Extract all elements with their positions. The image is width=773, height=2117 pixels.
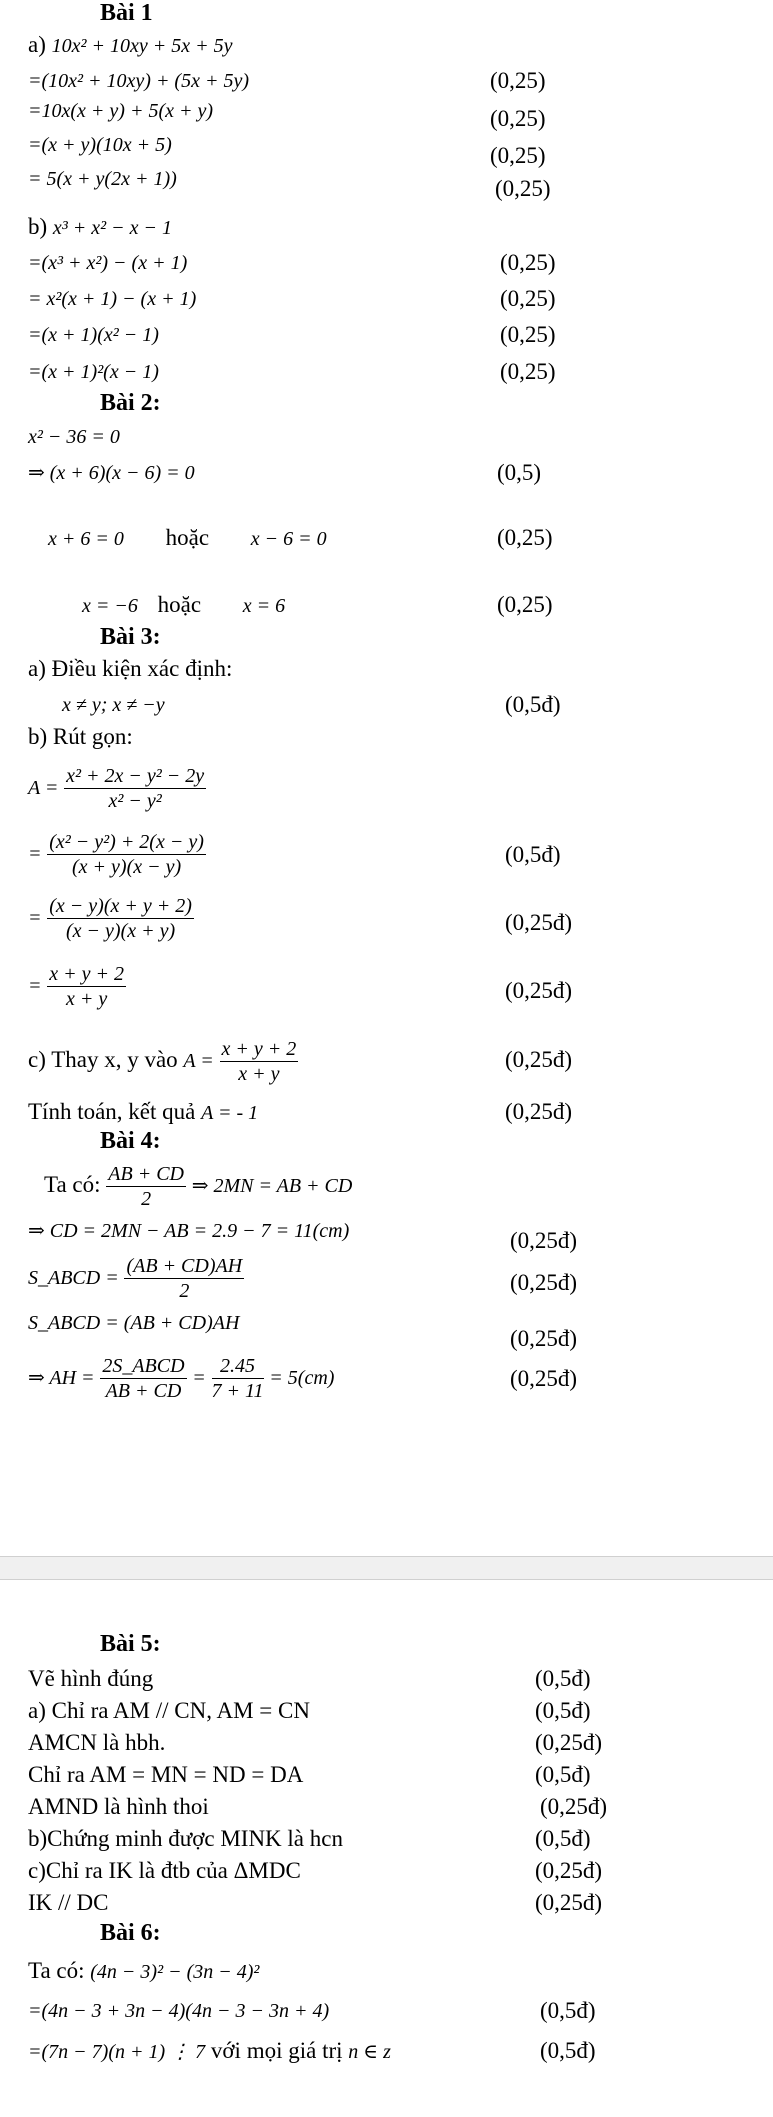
frac-1-den: x² − y²	[108, 790, 162, 813]
bai5-line-8: IK // DC	[28, 1890, 109, 1915]
bai1-a-step2: =10x(x + y) + 5(x + y)	[28, 100, 214, 122]
bai3-score-3: (0,25đ)	[505, 910, 573, 935]
bai1-score-6: (0,25)	[500, 286, 556, 311]
bai5-line-6: b)Chứng minh được MINK là hcn	[28, 1826, 343, 1851]
bai6-result: =(7n − 7)(n + 1) ⋮ 7	[28, 2041, 206, 2063]
bai3-fraction-4	[28, 960, 126, 1010]
bai4-line-5	[28, 1352, 334, 1402]
bai1-b-step1: =(x³ + x²) − (x + 1)	[28, 252, 188, 274]
bai3-A-eq: A =	[28, 777, 59, 799]
bai1-score-3: (0,25)	[490, 143, 546, 168]
bai3-a-condition: x ≠ y; x ≠ −y	[62, 694, 165, 716]
bai1-b-expr: x³ + x² − x − 1	[52, 217, 173, 239]
bai4-ah: ⇒ AH =	[28, 1367, 95, 1389]
bai4-l5-post: = 5(cm)	[269, 1367, 335, 1389]
bai5-score-6: (0,5đ)	[535, 1826, 591, 1851]
bai3-c-A: A =	[183, 1050, 214, 1072]
bai2-cases-1	[48, 521, 327, 555]
bai3-c-line	[28, 1035, 298, 1085]
bai2-case-b: x − 6 = 0	[250, 528, 327, 550]
bai4-score-3: (0,25đ)	[510, 1326, 578, 1351]
bai4-l1-post: ⇒ 2MN = AB + CD	[191, 1175, 353, 1197]
bai4-frac-2-num: (AB + CD)AH	[126, 1255, 243, 1278]
bai6-taco: Ta có:	[28, 1958, 85, 1983]
bai1-score-4: (0,25)	[495, 176, 551, 201]
bai2-or-2: hoặc	[157, 592, 202, 617]
bai2-score-1: (0,5)	[497, 460, 542, 485]
bai6-heading: Bài 6:	[100, 1920, 161, 1946]
bai5-line-1: Vẽ hình đúng	[28, 1666, 154, 1691]
bai2-heading: Bài 2:	[100, 390, 161, 416]
bai3-frac-1	[64, 764, 206, 813]
bai4-frac-4-den: 7 + 11	[211, 1380, 264, 1403]
bai4-frac-3	[100, 1354, 186, 1403]
bai5-line-5: AMND là hình thoi	[28, 1794, 209, 1819]
bai4-frac-1-den: 2	[141, 1188, 152, 1211]
bai4-frac-4	[212, 1354, 264, 1403]
bai1-b-label: b)	[28, 214, 48, 239]
frac-2-den: (x + y)(x − y)	[72, 856, 182, 879]
bai5-score-7: (0,25đ)	[535, 1858, 603, 1883]
bai3-heading: Bài 3:	[100, 624, 161, 650]
bai3-fraction-1	[28, 762, 206, 812]
bai4-frac-4-num: 2.45	[212, 1354, 264, 1379]
bai1-score-5: (0,25)	[500, 250, 556, 275]
bai3-score-1: (0,5đ)	[505, 692, 561, 717]
bai1-score-2: (0,25)	[490, 106, 546, 131]
bai4-score-1: (0,25đ)	[510, 1228, 578, 1253]
bai3-fraction-3	[28, 892, 194, 942]
c-frac-num: x + y + 2	[221, 1038, 297, 1061]
bai1-score-7: (0,25)	[500, 322, 556, 347]
bai6-line-1	[28, 1954, 259, 1988]
bai4-line-3	[28, 1252, 244, 1302]
bai1-b-line	[28, 210, 172, 244]
bai3-eq-2: =	[28, 843, 42, 865]
bai5-heading: Bài 5:	[100, 1631, 161, 1657]
bai6-expr: (4n − 3)² − (3n − 4)²	[90, 1961, 260, 1983]
bai3-a-label: a) Điều kiện xác định:	[28, 656, 233, 681]
bai4-score-2: (0,25đ)	[510, 1270, 578, 1295]
bai1-a-step4: = 5(x + y(2x + 1))	[28, 168, 177, 190]
bai2-or-1: hoặc	[165, 525, 210, 550]
bai4-frac-3-den: AB + CD	[105, 1380, 182, 1403]
frac-4-num: x + y + 2	[49, 963, 124, 986]
bai4-line-2: ⇒ CD = 2MN − AB = 2.9 − 7 = 11(cm)	[28, 1220, 350, 1242]
bai3-c-frac	[220, 1037, 299, 1086]
bai3-b-label: b) Rút gọn:	[28, 724, 133, 749]
bai2-eq: x² − 36 = 0	[28, 426, 120, 448]
bai4-frac-2-den: 2	[179, 1280, 190, 1303]
bai1-a-expr: 10x² + 10xy + 5x + 5y	[51, 35, 233, 57]
bai6-score-2: (0,5đ)	[540, 2038, 596, 2063]
bai3-fraction-2	[28, 828, 206, 878]
bai3-d-line	[28, 1095, 258, 1129]
bai6-line-3	[28, 2034, 391, 2068]
bai2-cases-2	[82, 588, 285, 622]
bai5-line-3: AMCN là hbh.	[28, 1730, 166, 1755]
bai3-d-value: A = - 1	[201, 1102, 259, 1124]
bai1-heading: Bài 1	[100, 0, 153, 26]
bai1-b-step2: = x²(x + 1) − (x + 1)	[28, 288, 197, 310]
bai4-score-4: (0,25đ)	[510, 1366, 578, 1391]
bai1-score-8: (0,25)	[500, 359, 556, 384]
bai1-score-1: (0,25)	[490, 68, 546, 93]
bai3-frac-3	[47, 894, 194, 943]
bai3-frac-2	[47, 830, 206, 879]
bai5-score-3: (0,25đ)	[535, 1730, 603, 1755]
bai2-score-2: (0,25)	[497, 525, 553, 550]
bai5-line-7: c)Chỉ ra IK là đtb của ΔMDC	[28, 1858, 301, 1883]
bai6-forall-text: với mọi giá trị	[210, 2038, 343, 2063]
bai5-score-1: (0,5đ)	[535, 1666, 591, 1691]
bai3-score-4: (0,25đ)	[505, 978, 573, 1003]
page-break	[0, 1556, 773, 1580]
bai2-sol-a: x = −6	[82, 595, 138, 617]
bai4-frac-2	[124, 1254, 244, 1303]
frac-3-num: (x − y)(x + y + 2)	[49, 895, 192, 918]
bai2-factored: ⇒ (x + 6)(x − 6) = 0	[28, 462, 195, 484]
c-frac-den: x + y	[238, 1063, 280, 1086]
bai3-score-5: (0,25đ)	[505, 1047, 573, 1072]
bai6-line-2: =(4n − 3 + 3n − 4)(4n − 3 − 3n + 4)	[28, 2000, 330, 2022]
bai5-line-4: Chỉ ra AM = MN = ND = DA	[28, 1762, 304, 1787]
bai5-line-2: a) Chỉ ra AM // CN, AM = CN	[28, 1698, 310, 1723]
bai1-a-label: a)	[28, 32, 46, 57]
bai1-a-step1: =(10x² + 10xy) + (5x + 5y)	[28, 70, 250, 92]
bai1-a-line	[28, 28, 233, 62]
bai3-score-2: (0,5đ)	[505, 842, 561, 867]
bai1-b-step4: =(x + 1)²(x − 1)	[28, 361, 159, 383]
bai4-frac-1-num: AB + CD	[108, 1163, 184, 1186]
bai1-b-step3: =(x + 1)(x² − 1)	[28, 324, 159, 346]
bai6-score-1: (0,5đ)	[540, 1998, 596, 2023]
bai1-a-step3: =(x + y)(10x + 5)	[28, 134, 172, 156]
bai2-score-3: (0,25)	[497, 592, 553, 617]
bai5-score-5: (0,25đ)	[540, 1794, 608, 1819]
bai4-line-1	[44, 1160, 352, 1210]
bai6-condition: n ∈ z	[348, 2041, 391, 2063]
bai3-score-6: (0,25đ)	[505, 1099, 573, 1124]
bai5-score-4: (0,5đ)	[535, 1762, 591, 1787]
frac-4-den: x + y	[66, 988, 108, 1011]
bai3-frac-4	[47, 962, 126, 1011]
bai2-sol-b: x = 6	[242, 595, 286, 617]
bai3-d-label: Tính toán, kết quả	[28, 1099, 196, 1124]
bai4-line-4: S_ABCD = (AB + CD)AH	[28, 1312, 240, 1334]
bai3-c-label: c) Thay x, y vào	[28, 1047, 178, 1072]
frac-2-num: (x² − y²) + 2(x − y)	[49, 831, 204, 854]
bai5-score-8: (0,25đ)	[535, 1890, 603, 1915]
bai3-eq-3: =	[28, 907, 42, 929]
frac-1-num: x² + 2x − y² − 2y	[66, 765, 205, 788]
frac-3-den: (x − y)(x + y)	[66, 920, 176, 943]
bai4-heading: Bài 4:	[100, 1128, 161, 1154]
bai4-frac-3-num: 2S_ABCD	[102, 1355, 185, 1378]
bai4-l5-eq: =	[192, 1367, 206, 1389]
bai3-eq-4: =	[28, 975, 42, 997]
bai5-score-2: (0,5đ)	[535, 1698, 591, 1723]
bai4-taco: Ta có:	[44, 1172, 101, 1197]
bai4-s-abcd: S_ABCD =	[28, 1267, 119, 1289]
bai4-frac-1	[106, 1162, 186, 1211]
bai2-case-a: x + 6 = 0	[48, 528, 124, 550]
